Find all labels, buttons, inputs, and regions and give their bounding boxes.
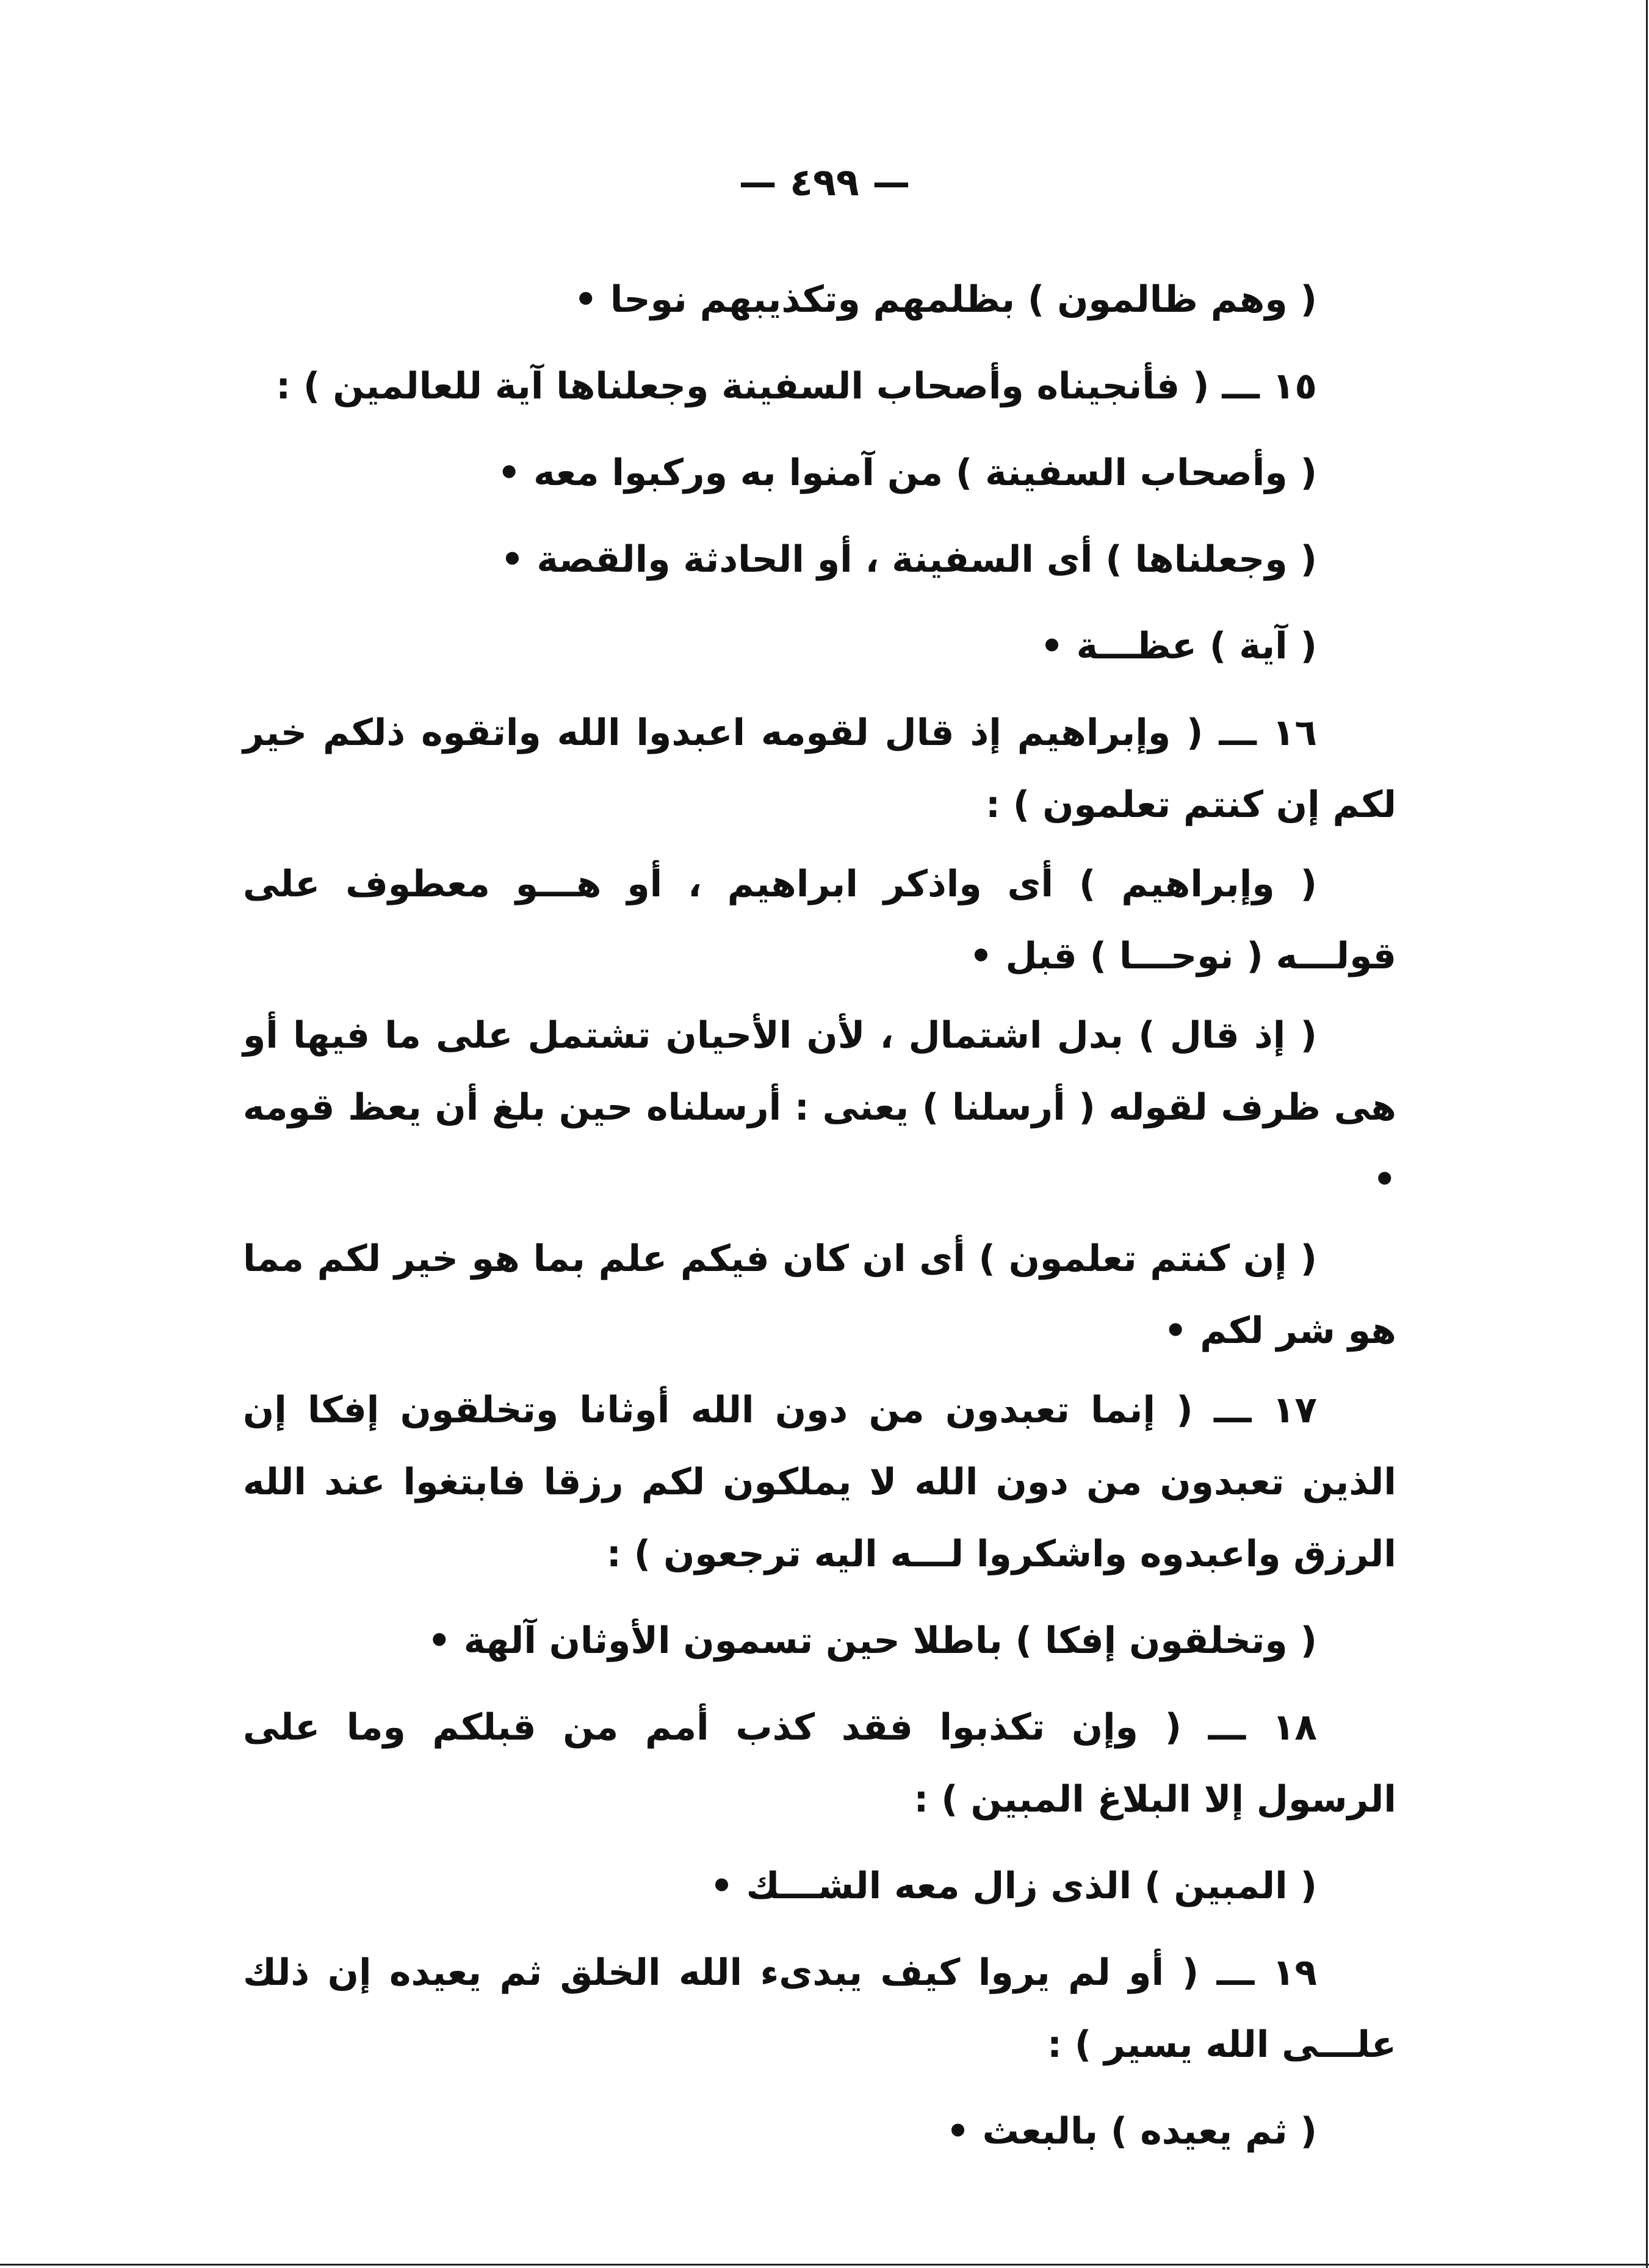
paragraph: ( المبين ) الذى زال معه الشـــك • bbox=[710, 1865, 1317, 1907]
paragraph: ( آية ) عظـــة • bbox=[1040, 625, 1317, 668]
paragraph: ( إن كنتم تعلمون ) أى ان كان فيكم علم بما هو خير لكم مما هو شر لكم • bbox=[243, 1237, 1396, 1352]
paragraph: ( إذ قال ) بدل اشتمال ، لأن الأحيان تشتمل على ما فيها أو هى ظرف لقوله ( أرسلنا ) يعنى : أرسلناه حين بلغ أن يعظ قومه • bbox=[243, 1014, 1396, 1201]
page-body bbox=[243, 256, 1396, 2175]
verse-heading: ١٥ ـــ ( فأنجيناه وأصحاب السفينة وجعلناها آية للعالمين ) : bbox=[276, 365, 1317, 408]
bottom-border bbox=[0, 2264, 1649, 2266]
paragraph: ( وجعلناها ) أى السفينة ، أو الحادثة والقصة • bbox=[500, 538, 1317, 581]
verse-heading: ١٩ ـــ ( أو لم يروا كيف يبدىء الله الخلق ثم يعيده إن ذلك علـــى الله يسير ) : bbox=[243, 1951, 1396, 2066]
verse-heading: ١٧ ـــ ( إنما تعبدون من دون الله أوثانا وتخلقون إفكا إن الذين تعبدون من دون الله لا يملكون لكم رزقا فابتغوا عند الله الرزق واعبدوه واشكروا لـــه اليه ترجعون ) : bbox=[243, 1389, 1396, 1575]
right-border bbox=[1646, 0, 1648, 2268]
paragraph: ( ثم يعيده ) بالبعث • bbox=[946, 2110, 1317, 2153]
verse-heading: ١٨ ـــ ( وإن تكذبوا فقد كذب أمم من قبلكم وما على الرسول إلا البلاغ المبين ) : bbox=[243, 1706, 1396, 1821]
paragraph: ( وهم ظالمون ) بظلمهم وتكذيبهم نوحا • bbox=[574, 278, 1317, 321]
page-number: — ٤٩٩ — bbox=[738, 160, 911, 204]
paragraph: ( وإبراهيم ) أى واذكر ابراهيم ، أو هـــو معطوف على قولـــه ( نوحـــا ) قبل • bbox=[243, 863, 1396, 977]
paragraph: ( وأصحاب السفينة ) من آمنوا به وركبوا معه • bbox=[497, 452, 1317, 494]
paragraph: ( وتخلقون إفكا ) باطلا حين تسمون الأوثان آلهة • bbox=[427, 1619, 1317, 1662]
verse-heading: ١٦ ـــ ( وإبراهيم إذ قال لقومه اعبدوا الله واتقوه ذلكم خير لكم إن كنتم تعلمون ) : bbox=[243, 711, 1396, 826]
